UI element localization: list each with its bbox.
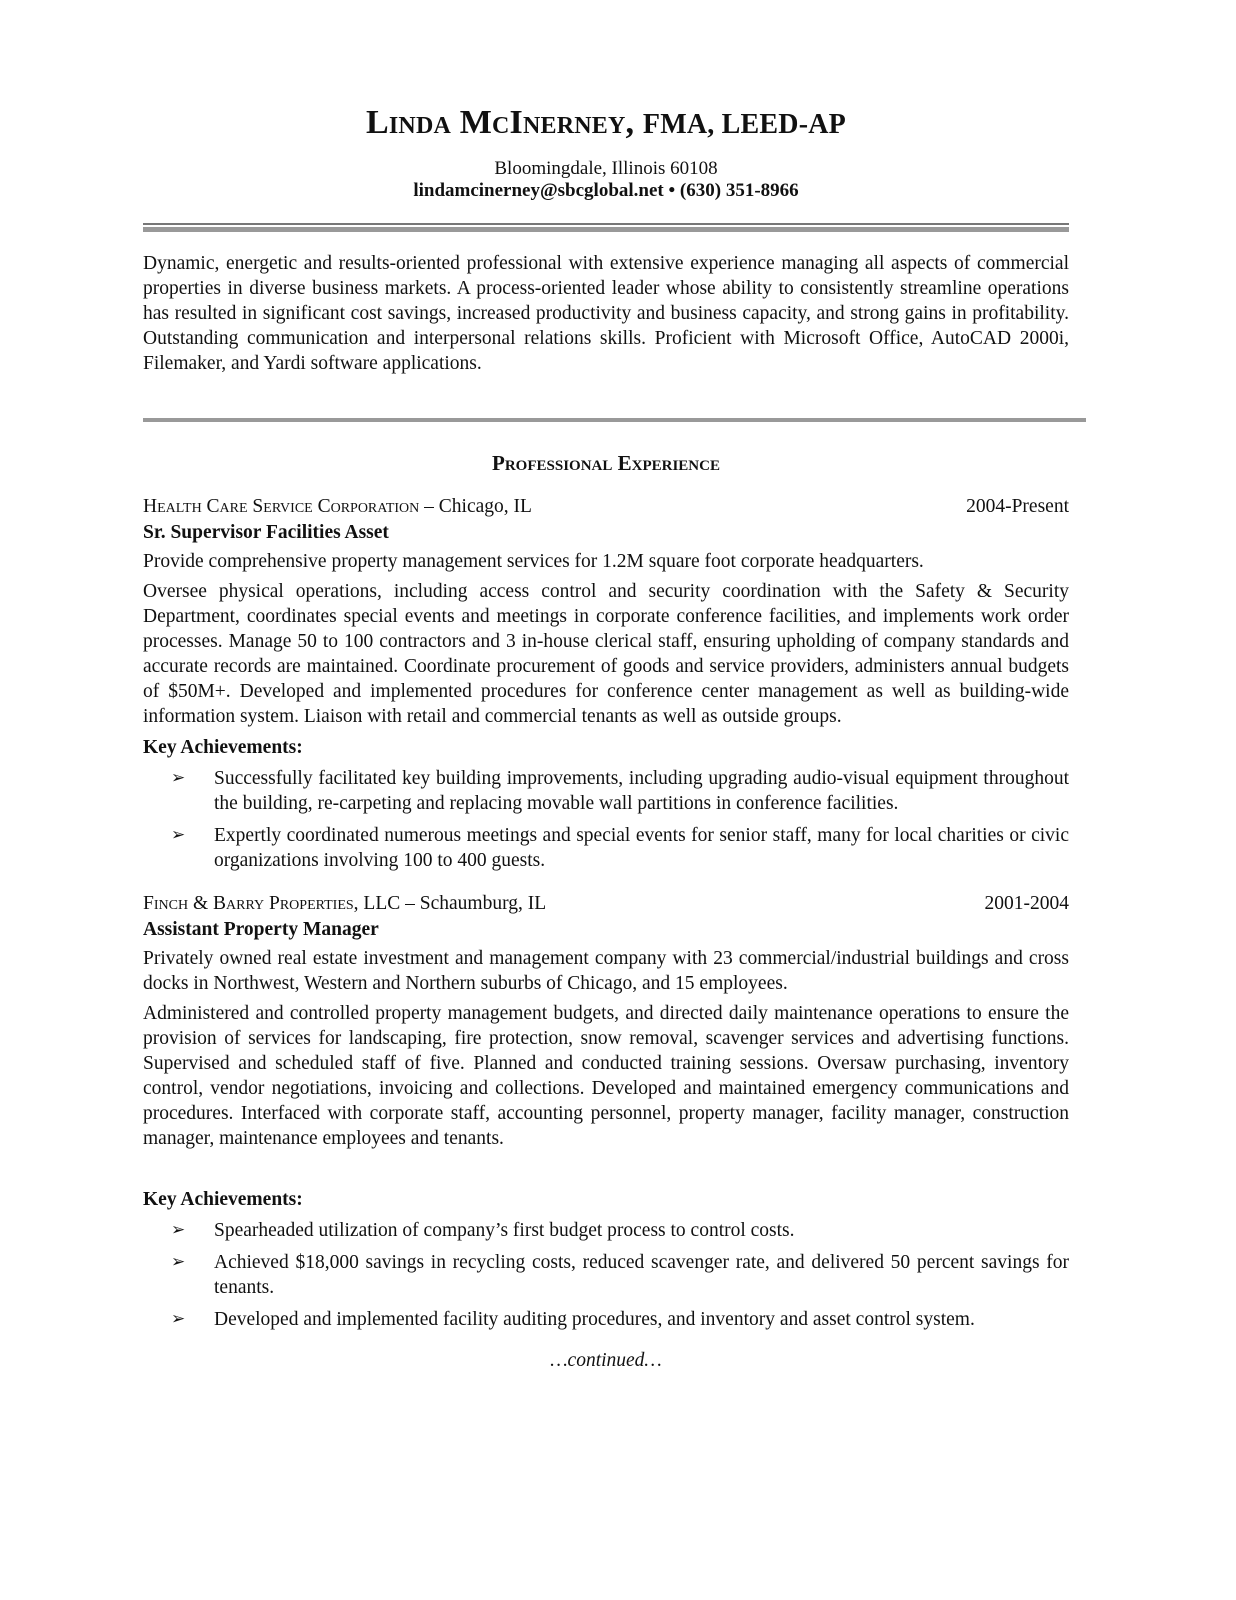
credentials: FMA, LEED-AP — [642, 109, 846, 140]
job-description: Provide comprehensive property management services for 1.2M square foot corporate headquarters. — [143, 551, 924, 572]
job-title: Sr. Supervisor Facilities Asset — [143, 522, 389, 543]
separator: • — [668, 180, 676, 201]
arrow-bullet-icon: ➢ — [171, 1220, 186, 1240]
achievement-text: Successfully facilitated key building improvements, including upgrading audio-visual equipment throughout the building, re-carpeting and replacing movable wall partitions in conference facilities. — [214, 768, 1069, 814]
address: Bloomingdale, Illinois 60108 — [494, 158, 718, 179]
divider — [143, 418, 1086, 422]
arrow-bullet-icon: ➢ — [171, 825, 186, 845]
achievement-item — [143, 1307, 1069, 1332]
candidate-name — [143, 104, 1069, 142]
key-achievements-label: Key Achievements: — [143, 737, 303, 758]
section-heading: Professional Experience — [492, 451, 720, 475]
job-description: Oversee physical operations, including access control and security coordination with the Safety & Security Department, coordinates special events and meetings in corporate conference facilities, and implements work order processes. Manage 50 to 100 contractors and 3 in-house clerical staff, ensuring upholding of company standards and accurate records are maintained. Coordinate procurement of goods and service providers, administers annual budgets of $50M+. Developed and implemented procedures for conference center management as well as building-wide information system. Liaison with retail and commercial tenants as well as outside groups. — [143, 581, 1069, 727]
achievement-item — [143, 1250, 1069, 1300]
phone: (630) 351-8966 — [679, 180, 799, 201]
achievement-text: Expertly coordinated numerous meetings and special events for senior staff, many for local charities or civic organizations involving 100 to 400 guests. — [214, 825, 1069, 871]
summary — [143, 251, 1069, 376]
summary-text: Dynamic, energetic and results-oriented professional with extensive experience managing all aspects of commercial properties in diverse business markets. A process-oriented leader whose ability to consistently streamline operations has resulted in significant cost savings, increased productivity and business capacity, and strong gains in profitability. Outstanding communication and interpersonal relations skills. Proficient with Microsoft Office, AutoCAD 2000i, Filemaker, and Yardi software applications. — [143, 253, 1069, 374]
company-location: – Schaumburg, IL — [405, 893, 547, 914]
email: lindamcinerney@sbcglobal.net — [413, 180, 664, 201]
achievement-item — [143, 823, 1069, 873]
job-title: Assistant Property Manager — [143, 919, 379, 940]
job-entry — [143, 891, 1069, 1332]
job-dates: 2004-Present — [966, 496, 1069, 517]
experience-section — [143, 451, 1069, 1372]
achievement-text: Developed and implemented facility auditing procedures, and inventory and asset control system. — [214, 1309, 975, 1330]
company-info — [143, 494, 532, 519]
company-line — [143, 494, 1069, 519]
arrow-bullet-icon: ➢ — [171, 768, 186, 788]
achievement-text: Achieved $18,000 savings in recycling costs, reduced scavenger rate, and delivered 50 percent savings for tenants. — [214, 1252, 1069, 1298]
continued-note: …continued… — [550, 1350, 662, 1371]
company-name: Finch & Barry Properties, LLC — [143, 893, 401, 914]
divider — [143, 227, 1069, 232]
job-description: Privately owned real estate investment and management company with 23 commercial/industrial buildings and cross docks in Northwest, Western and Northern suburbs of Chicago, and 15 employees. — [143, 948, 1069, 994]
divider — [143, 223, 1069, 225]
arrow-bullet-icon: ➢ — [171, 1252, 186, 1272]
achievement-item — [143, 1218, 1069, 1243]
contact-line — [143, 180, 1069, 202]
company-location: – Chicago, IL — [424, 496, 532, 517]
job-description: Administered and controlled property management budgets, and directed daily maintenance operations to ensure the provision of services for landscaping, fire protection, snow removal, scavenger services and advertising functions. Supervised and scheduled staff of five. Planned and conducted training sessions. Oversaw purchasing, inventory control, vendor negotiations, invoicing and collections. Developed and maintained emergency communications and procedures. Interfaced with corporate staff, accounting personnel, property manager, facility manager, construction manager, maintenance employees and tenants. — [143, 1003, 1069, 1149]
arrow-bullet-icon: ➢ — [171, 1309, 186, 1329]
achievement-item — [143, 766, 1069, 816]
job-dates: 2001-2004 — [984, 893, 1069, 914]
achievements-list — [143, 766, 1069, 873]
job-entry — [143, 494, 1069, 873]
achievement-text: Spearheaded utilization of company’s first budget process to control costs. — [214, 1220, 795, 1241]
key-achievements-label: Key Achievements: — [143, 1189, 303, 1210]
company-info — [143, 891, 546, 916]
company-name: Health Care Service Corporation — [143, 496, 420, 517]
company-line — [143, 891, 1069, 916]
achievements-list — [143, 1218, 1069, 1332]
name-text: Linda McInerney, — [366, 104, 635, 141]
